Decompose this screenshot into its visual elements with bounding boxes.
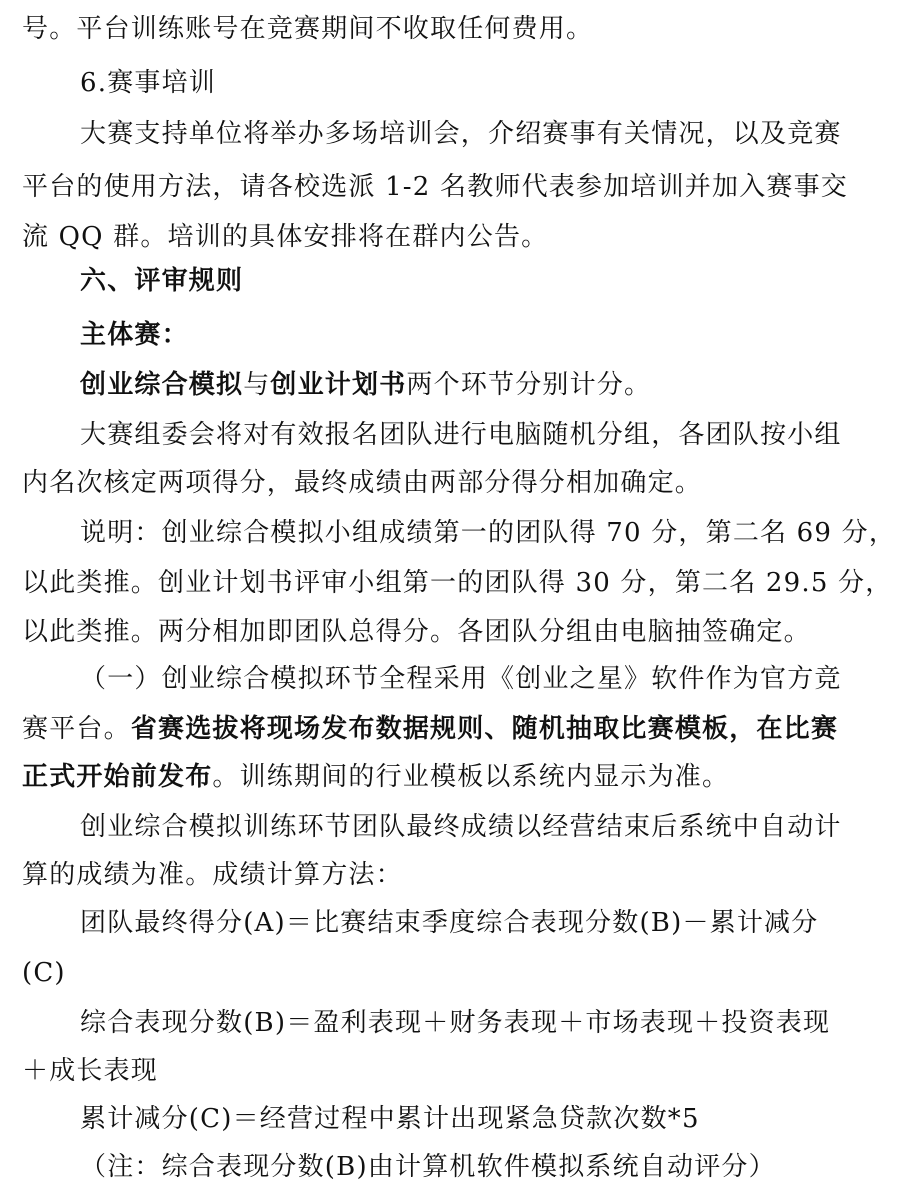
paragraph-line: 说明：创业综合模拟小组成绩第一的团队得 70 分，第二名 69 分， — [80, 518, 897, 548]
paragraph-line: 大赛支持单位将举办多场培训会，介绍赛事有关情况，以及竞赛 — [80, 119, 842, 149]
paragraph-line: 大赛组委会将对有效报名团队进行电脑随机分组，各团队按小组 — [80, 420, 842, 450]
paragraph-line: 平台的使用方法，请各校选派 1-2 名教师代表参加培训并加入赛事交 — [22, 172, 848, 202]
paragraph-line: 流 QQ 群。培训的具体安排将在群内公告。 — [22, 222, 549, 252]
paragraph-line: （一）创业综合模拟环节全程采用《创业之星》软件作为官方竞 — [80, 664, 842, 694]
paragraph-line: 以此类推。两分相加即团队总得分。各团队分组由电脑抽签确定。 — [22, 617, 811, 647]
paragraph-line: 创业综合模拟训练环节团队最终成绩以经营结束后系统中自动计 — [80, 812, 842, 842]
emphasis-text: 正式开始前发布 — [22, 762, 213, 792]
note-line: （注：综合表现分数(B)由计算机软件模拟系统自动评分） — [80, 1152, 776, 1182]
formula-line: (C) — [22, 958, 66, 988]
formula-line: 团队最终得分(A)＝比赛结束季度综合表现分数(B)－累计减分 — [80, 908, 819, 938]
paragraph-line — [80, 368, 651, 402]
plain-text: 与 — [243, 370, 271, 400]
emphasis-text: 创业计划书 — [270, 370, 407, 400]
emphasis-text: 省赛选拔将现场发布数据规则、随机抽取比赛模板，在比赛 — [130, 714, 839, 744]
formula-line: 累计减分(C)＝经营过程中累计出现紧急贷款次数*5 — [80, 1104, 700, 1134]
paragraph-line: 内名次核定两项得分，最终成绩由两部分得分相加确定。 — [22, 468, 703, 498]
subheading: 主体赛： — [80, 320, 189, 350]
plain-text: 。训练期间的行业模板以系统内显示为准。 — [212, 762, 730, 792]
paragraph-line: 以此类推。创业计划书评审小组第一的团队得 30 分，第二名 29.5 分， — [22, 568, 893, 598]
paragraph-line — [22, 760, 729, 794]
formula-line: 综合表现分数(B)＝盈利表现＋财务表现＋市场表现＋投资表现 — [80, 1008, 831, 1038]
plain-text: 两个环节分别计分。 — [406, 370, 652, 400]
emphasis-text: 创业综合模拟 — [80, 370, 244, 400]
paragraph-line: 号。平台训练账号在竞赛期间不收取任何费用。 — [22, 14, 594, 44]
plain-text: 赛平台。 — [22, 714, 131, 744]
section-heading: 6.赛事培训 — [80, 68, 217, 98]
chapter-heading: 六、评审规则 — [80, 266, 244, 296]
paragraph-line: 算的成绩为准。成绩计算方法： — [22, 860, 403, 890]
paragraph-line — [22, 712, 838, 746]
formula-line: ＋成长表现 — [22, 1056, 159, 1086]
